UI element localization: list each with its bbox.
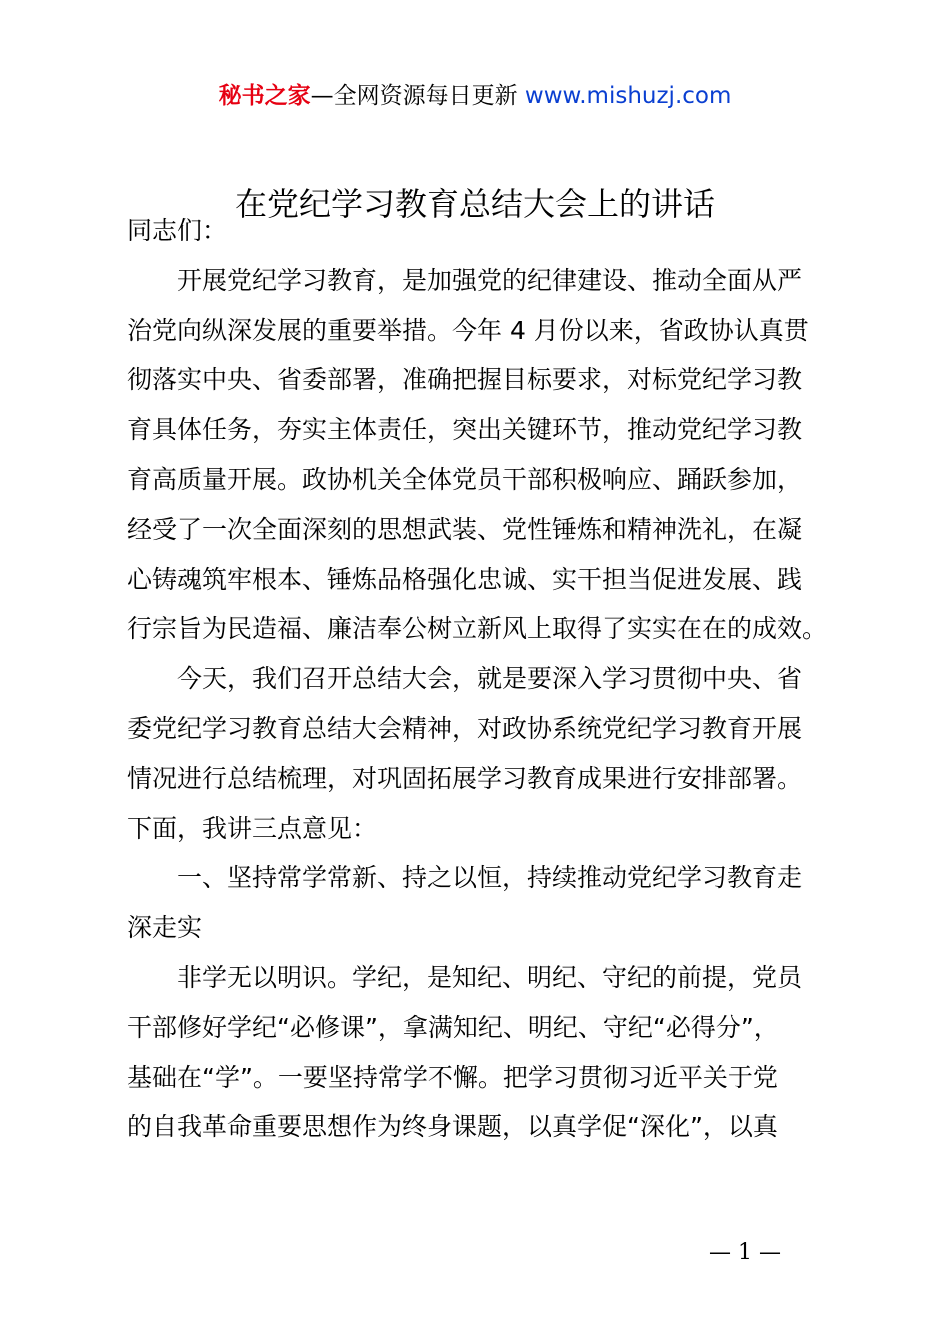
- text-line: 干部修好学纪“必修课”，拿满知纪、明纪、守纪“必得分”，: [127, 1012, 779, 1042]
- text-line: 同志们：: [127, 216, 228, 245]
- text-line: 下面，我讲三点意见：: [127, 813, 378, 843]
- site-url[interactable]: www.mishuzj.com: [524, 83, 732, 109]
- text-line: 情况进行总结梳理，对巩固拓展学习教育成果进行安排部署。: [127, 763, 803, 793]
- text-line: 治党向纵深发展的重要举措。今年 4 月份以来，省政协认真贯: [127, 315, 809, 345]
- page-number: — 1 —: [709, 1240, 781, 1265]
- text-line: 经受了一次全面深刻的思想武装、党性锤炼和精神洗礼，在凝: [127, 514, 803, 544]
- text-line: 开展党纪学习教育，是加强党的纪律建设、推动全面从严: [177, 265, 803, 295]
- site-header: [0, 80, 950, 112]
- text-line: 的自我革命重要思想作为终身课题，以真学促“深化”，以真: [127, 1112, 778, 1142]
- text-line: 委党纪学习教育总结大会精神，对政协系统党纪学习教育开展: [127, 713, 803, 743]
- text-line: 育高质量开展。政协机关全体党员干部积极响应、踊跃参加，: [127, 464, 803, 494]
- text-line: 今天，我们召开总结大会，就是要深入学习贯彻中央、省: [177, 664, 803, 694]
- header-tagline: —全网资源每日更新: [310, 83, 525, 109]
- text-line: 深走实: [127, 913, 203, 943]
- document-body: [127, 206, 837, 1152]
- text-line: 一、坚持常学常新、持之以恒，持续推动党纪学习教育走: [177, 863, 803, 893]
- text-line: 心铸魂筑牢根本、锤炼品格强化忠诚、实干担当促进发展、践: [127, 564, 803, 594]
- text-line: 彻落实中央、省委部署，准确把握目标要求，对标党纪学习教: [127, 365, 803, 395]
- text-line: 行宗旨为民造福、廉洁奉公树立新风上取得了实实在在的成效。: [127, 614, 828, 644]
- text-line: 基础在“学”。一要坚持常学不懈。把学习贯彻习近平关于党: [127, 1062, 778, 1092]
- page-title: 在党纪学习教育总结大会上的讲话: [234, 185, 715, 223]
- text-line: 非学无以明识。学纪，是知纪、明纪、守纪的前提，党员: [177, 962, 803, 992]
- brand-name: 秘书之家: [218, 83, 311, 109]
- text-line: 育具体任务，夯实主体责任，突出关键环节，推动党纪学习教: [127, 415, 803, 445]
